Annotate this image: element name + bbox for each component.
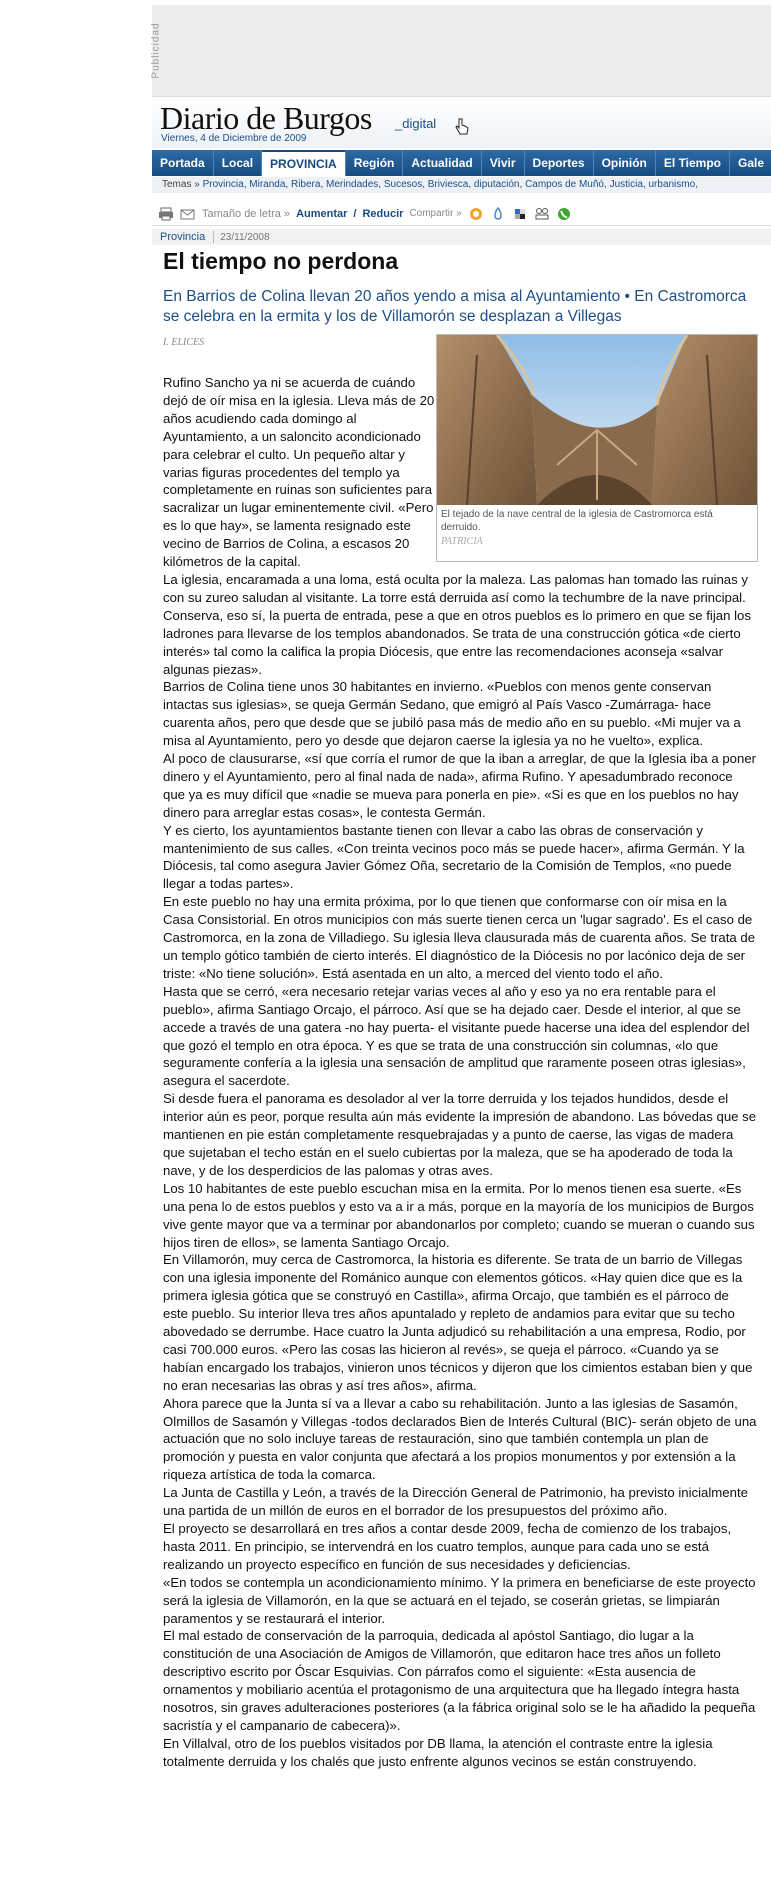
article-paragraph: Rufino Sancho ya ni se acuerda de cuándo dejó de oír misa en la iglesia. Lleva más de 20 años acudiendo cada domingo al Ayuntamiento, a un saloncito acondicionado para celebrar el culto. Un pequeño altar y varias figuras procedentes del templo ya completamente en ruinas son suficientes para sacralizar un lugar eminentemente civil. «Pero es lo que hay», se lamenta resignado este vecino de Barrios de Colina, a escasos 20 kilómetros de la capital. bbox=[163, 375, 435, 570]
nav-local[interactable]: Local bbox=[214, 150, 262, 176]
hand-cursor-icon bbox=[455, 118, 469, 136]
photo-caption: El tejado de la nave central de la iglesia de Castromorca está derruido. bbox=[441, 509, 713, 533]
article-paragraph: El proyecto se desarrollará en tres años a contar desde 2009, fecha de comienzo de los trabajos, hasta 2011. En principio, se intervendrá en los cuatro templos, aunque para cada uno se está realizando un proyecto específico en función de sus necesidades y deficiencias. bbox=[163, 1521, 732, 1572]
topic-link[interactable]: Sucesos bbox=[383, 179, 423, 190]
article-paragraph: En Villalval, otro de los pueblos visitados por DB llama, la atención el contraste entre la iglesia totalmente derruida y los chalés que justo enfrente algunos vecinos se están construyendo. bbox=[163, 1735, 713, 1769]
delicious-icon[interactable] bbox=[512, 207, 528, 221]
article-title: El tiempo no perdona bbox=[163, 248, 399, 274]
article-date: 23/11/2008 bbox=[220, 232, 270, 243]
topic-link[interactable]: diputación bbox=[473, 179, 520, 190]
topics-label: Temas » bbox=[162, 179, 200, 190]
topic-link[interactable]: Merindades bbox=[326, 179, 379, 190]
article-paragraph: En este pueblo no hay una ermita próxima, por lo que tienen que conformarse con oír misa en la Casa Consistorial. En otros municipios con más suerte tienen cerca un 'lugar sagrado'. Es el caso de Castromorca, en la zona de Villadiego. Su iglesia lleva clausurada más de cuarenta años. Se trata de un templo gótico también de cierto interés. El diagnóstico de la Diócesis no por lacónico deja de ser triste: «No tiene solución». Está asentada en un alto, a merced del viento todo el año. bbox=[163, 894, 756, 981]
topic-link[interactable]: Briviesca bbox=[427, 179, 469, 190]
article-paragraph: El mal estado de conservación de la parroquia, dedicada al apóstol Santiago, dio lugar a la constitución de una Asociación de Amigos de Villamorón, que editaron hace tres años un folleto descriptivo escrito por Óscar Esquivias. Con párrafos como el siguiente: «Esta ausencia de ornamentos y mobiliario acentúa el protagonismo de una arquitectura que ha llegado íntegra hasta nosotros, sin graves adulteraciones posteriores (a la fábrica original solo se le ha añadido la pequeña sacristía y el campanario de cabecera)». bbox=[163, 1628, 756, 1733]
section-bar bbox=[152, 229, 771, 245]
nav-el-tiempo[interactable]: El Tiempo bbox=[656, 150, 730, 176]
community-icon[interactable] bbox=[534, 207, 550, 221]
topic-link[interactable]: urbanismo bbox=[648, 179, 696, 190]
ad-banner[interactable] bbox=[152, 5, 771, 97]
masthead bbox=[152, 98, 771, 148]
photo-spacer bbox=[437, 374, 757, 562]
article-subtitle: En Barrios de Colina llevan 20 años yendo a misa al Ayuntamiento • En Castromorca se celebra en la ermita y los de Villamorón se desplazan a Villegas bbox=[163, 288, 747, 325]
main-nav bbox=[152, 150, 771, 176]
phone-share-icon[interactable] bbox=[556, 207, 572, 221]
topic-link[interactable]: Campos de Muñó bbox=[525, 179, 604, 190]
nav-actualidad[interactable]: Actualidad bbox=[403, 150, 481, 176]
article-paragraph: La Junta de Castilla y León, a través de la Dirección General de Patrimonio, ha previsto inicialmente una partida de un millón de euros en el borrador de los presupuestos del próximo año. bbox=[163, 1485, 748, 1519]
photo-credit: PATRICIA bbox=[441, 536, 483, 547]
topics-bar: Temas » Provincia, Miranda, Ribera, Merindades, Sucesos, Briviesca, diputación, Campos de Muñó, Justicia, urbanismo, bbox=[152, 177, 771, 193]
article-paragraph: Y es cierto, los ayuntamientos bastante tienen con llevar a cabo las obras de conservación y mantenimiento de sus calles. «Con treinta vecinos poco más se puede hacer», afirma Germán. Y la Diócesis, tal como asegura Javier Gómez Oña, secretario de la Comisión de Templos, «no puede llegar a todas partes». bbox=[163, 822, 745, 892]
topic-link[interactable]: Justicia bbox=[609, 179, 643, 190]
article-paragraph: «En todos se contempla un acondicionamiento mínimo. Y la primera en beneficiarse de este proyecto será la iglesia de Villamorón, en la que se actuará en el tejado, se coserán grietas, se limpiarán paramentos y se restaurará el interior. bbox=[163, 1574, 756, 1626]
topic-link[interactable]: Provincia bbox=[202, 179, 244, 190]
section-link[interactable]: Provincia bbox=[152, 231, 214, 243]
nav-portada[interactable]: Portada bbox=[152, 150, 214, 176]
font-size-label: Tamaño de letra » bbox=[202, 207, 291, 220]
font-separator: / bbox=[353, 207, 357, 220]
font-decrease-button[interactable]: Reducir bbox=[362, 207, 404, 220]
article-paragraph: La iglesia, encaramada a una loma, está oculta por la maleza. Las palomas han tomado las ruinas y con su zureo saludan al visitante. La torre está derruida así como la techumbre de la nave principal. Conserva, eso sí, la puerta de entrada, pese a que en otros pueblos es lo primero en que se fijan los ladrones para llevarse de los templos abandonados. Se trata de una construcción gótica «de cierto interés» tal como la califica la propia Diócesis, que entre las recomendaciones aconseja «salvar algunas piezas». bbox=[163, 571, 751, 677]
nav-deportes[interactable]: Deportes bbox=[525, 150, 594, 176]
print-icon[interactable] bbox=[158, 207, 174, 221]
article-author: I. ELICES bbox=[163, 337, 205, 348]
article-paragraph: En Villamorón, muy cerca de Castromorca, la historia es diferente. Se trata de un barrio de Villegas con una iglesia imponente del Románico aunque con elementos góticos. «Hay quien dice que es la primera iglesia gótica que se construyó en Castilla», afirma Orcajo, que también es el párroco de este pueblo. Su interior lleva tres años apuntalado y repleto de andamios para evitar que su techo abovedado se derrumbe. Hace cuatro la Junta adjudicó su rehabilitación a una empresa, Rodio, por casi 700.000 euros. «Pero las cosas las hicieron al revés», se queja el párroco. «Cuando ya se habían encargado los trabajos, vinieron unos técnicos y dijeron que los cimientos estaban bien y que no eran necesarias las obras y así tres años», afirma. bbox=[163, 1252, 753, 1393]
topic-link[interactable]: Ribera bbox=[290, 179, 321, 190]
article-paragraph: Al poco de clausurarse, «sí que corría el rumor de que la iban a arreglar, de que la Iglesia iba a poner dinero y el Ayuntamiento, pero al final nada de nada», afirma Rufino. Y apesadumbrado reconoce que ya es muy difícil que «nadie se mueva para ponerla en pie». «Si es que en los pueblos no hay dinero para arreglar estas cosas», le contesta Germán. bbox=[163, 751, 757, 820]
font-increase-button[interactable]: Aumentar bbox=[296, 207, 348, 220]
ad-label-wrap bbox=[150, 17, 170, 87]
nav-galerias[interactable]: Gale bbox=[730, 150, 771, 176]
article-paragraph: Ahora parece que la Junta sí va a llevar a cabo su rehabilitación. Junto a las iglesias de Sasamón, Olmillos de Sasamón y Villegas -todos declarados Bien de Interés Cultural (BIC)- serán objeto de una actuación que no solo incluye tareas de restauración, sino que también contempla un plan de promoción y puesta en valor conjunta que afectará a los propios monumentos y por extensión a la riqueza artística de toda la comarca. bbox=[163, 1395, 757, 1483]
article-paragraph: Hasta que se cerró, «era necesario retejar varias veces al año y eso ya no era rentable para el pueblo», afirma Santiago Orcajo, el párroco. Así que se ha dejado caer. Desde el interior, al que se accede a través de una gatera -no hay puerta- el visitante puede hacerse una idea del esplendor del que gozó el templo en otra época. Y es que se trata de una construcción sin columnas, «lo que seguramente confería a la iglesia una sensación de amplitud que raramente poseen otras iglesias», asegura el sacerdote. bbox=[163, 983, 750, 1089]
share-icon[interactable] bbox=[468, 207, 484, 221]
share-label: Compartir » bbox=[409, 208, 462, 219]
logo-suffix: _digital bbox=[395, 116, 437, 131]
nav-opinion[interactable]: Opinión bbox=[594, 150, 656, 176]
article-paragraph: Los 10 habitantes de este pueblo escuchan misa en la ermita. Por lo menos tienen esa suerte. «Es una pena lo de estos pueblos y esto va a ir a más, porque en la mayoría de los municipios de Burgos vive gente mayor que va a terminar por abandonarlos por completo; cuando se mueran o cuando sus hijos tiren de ellos», se lamenta Santiago Orcajo. bbox=[163, 1180, 755, 1250]
nav-vivir[interactable]: Vivir bbox=[482, 150, 525, 176]
article-paragraph: Si desde fuera el panorama es desolador al ver la torre derruida y los tejados hundidos, desde el interior aún es peor, porque resulta aún más evidente la impresión de abandono. Las bóvedas que se mantienen en pie están completamente resquebrajadas y a punto de caerse, las vigas de madera que sujetaban el techo están en el suelo cubiertas por la maleza, que se ha apoderado de toda la nave, y de los desperdicios de las palomas y otras aves. bbox=[163, 1091, 757, 1178]
article-body bbox=[163, 374, 757, 1771]
ad-label: Publicidad bbox=[150, 22, 162, 79]
topic-link[interactable]: Miranda bbox=[249, 179, 286, 190]
article-tools bbox=[152, 202, 771, 226]
nav-region[interactable]: Región bbox=[346, 150, 404, 176]
site-logo[interactable]: Diario de Burgos bbox=[160, 100, 372, 136]
meneame-icon[interactable] bbox=[490, 207, 506, 221]
email-icon[interactable] bbox=[180, 207, 196, 221]
current-date: Viernes, 4 de Diciembre de 2009 bbox=[161, 133, 307, 144]
nav-provincia[interactable]: PROVINCIA bbox=[262, 150, 346, 176]
article-paragraph: Barrios de Colina tiene unos 30 habitantes en invierno. «Pueblos con menos gente conservan intactas sus iglesias», se queja Germán Sedano, que emigró al País Vasco -Zumárraga- hace cuarenta años, pero que desde que se jubiló pasa más de medio año en su pueblo. «Mi mujer va a misa al Ayuntamiento, pero yo desde que dejaron caerse la iglesia ya no he vuelto», explica. bbox=[163, 679, 741, 749]
